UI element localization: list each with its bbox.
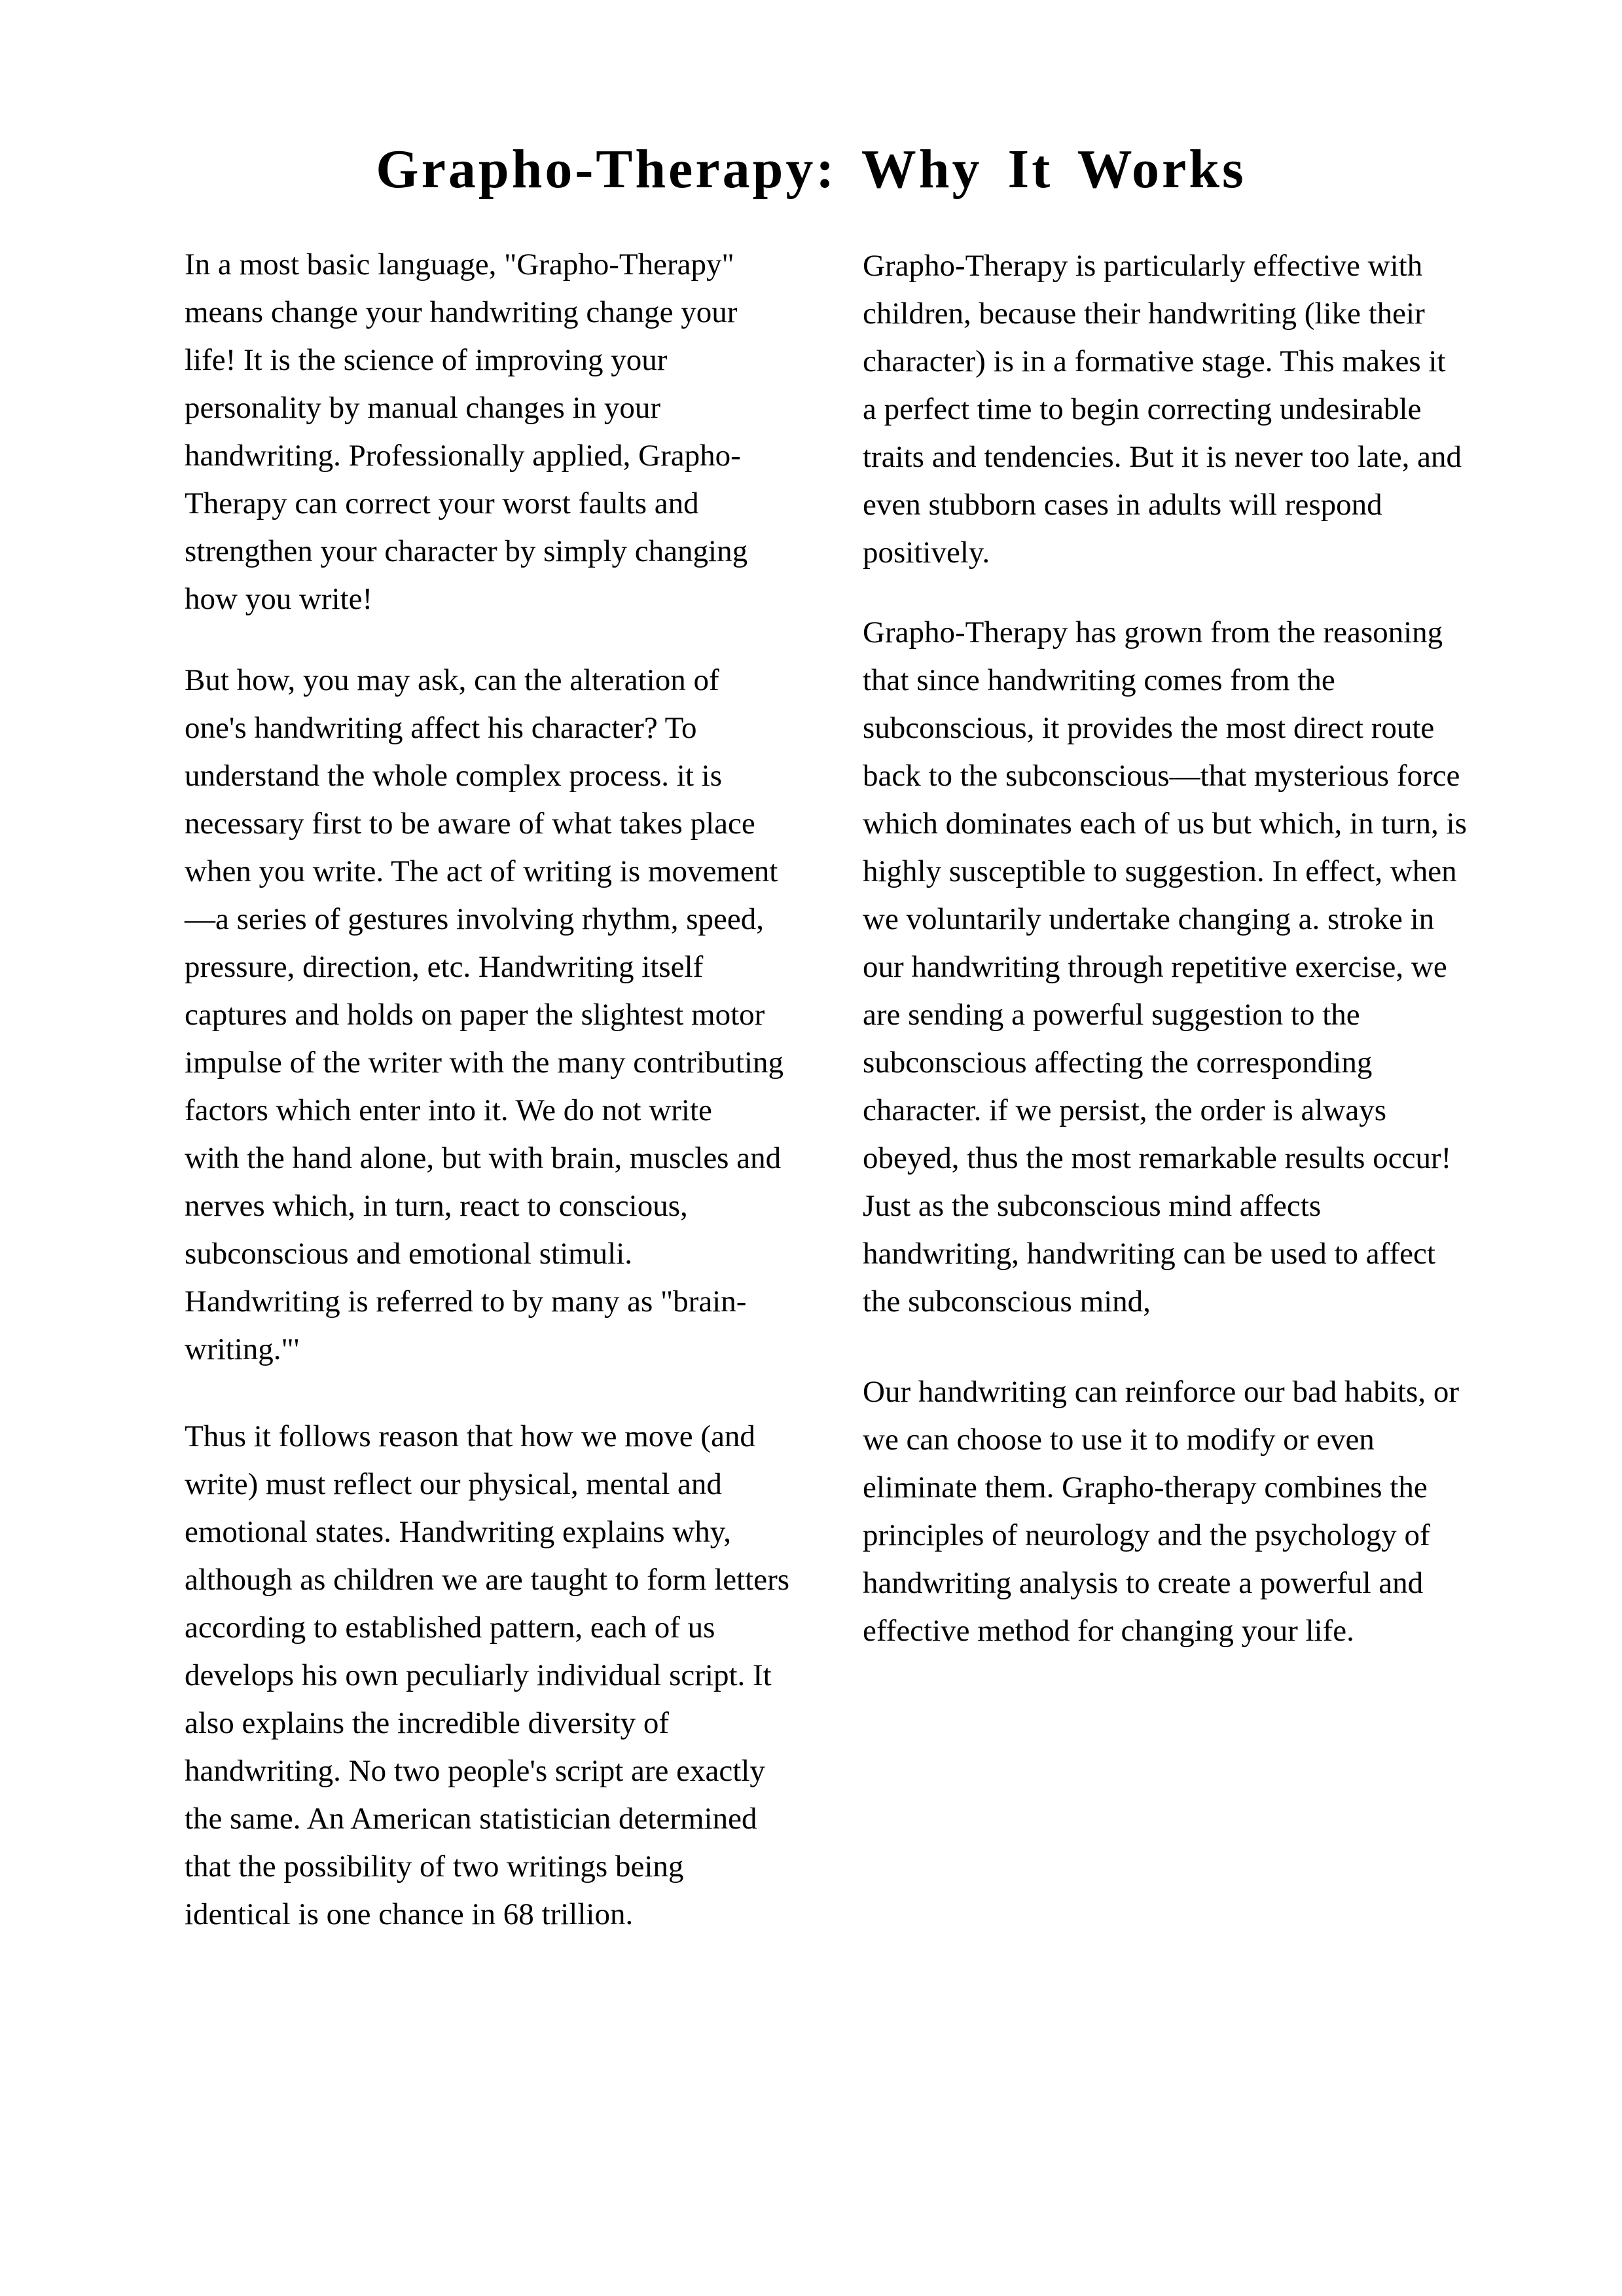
text-line: one's handwriting affect his character? To [185,711,697,745]
text-line: obeyed, thus the most remarkable results occur! [863,1141,1452,1175]
text-line: Therapy can correct your worst faults and [185,486,699,520]
text-line: subconscious, it provides the most direct route [863,711,1435,745]
text-line: that the possibility of two writings being [185,1850,684,1884]
text-line: which dominates each of us but which, in turn, is [863,807,1467,841]
text-line: handwriting. No two people's script are exactly [185,1754,765,1788]
text-line: although as children we are taught to form letters [185,1563,790,1597]
paragraph-diversity [185,1413,789,1939]
text-line: handwriting. Professionally applied, Grapho- [185,439,741,473]
text-line: our handwriting through repetitive exercise, we [863,950,1447,984]
paragraph-intro [185,241,748,623]
text-line: subconscious affecting the corresponding [863,1046,1373,1080]
text-line: Thus it follows reason that how we move (and [185,1419,755,1453]
page-title: Grapho-Therapy: Why It Works [376,139,1246,200]
text-line: character) is in a formative stage. This makes it [863,344,1446,378]
text-line: factors which enter into it. We do not write [185,1093,712,1127]
text-line: principles of neurology and the psychology of [863,1518,1430,1552]
text-line: emotional states. Handwriting explains why, [185,1515,731,1549]
text-line: the same. An American statistician determined [185,1802,757,1836]
text-line: subconscious and emotional stimuli. [185,1237,633,1271]
text-line: positively. [863,536,990,570]
text-line: impulse of the writer with the many contributing [185,1046,784,1080]
text-line: highly susceptible to suggestion. In effect, when [863,854,1457,888]
text-line: life! It is the science of improving your [185,343,668,377]
text-line: we voluntarily undertake changing a. stroke in [863,902,1435,936]
text-line: even stubborn cases in adults will respond [863,488,1382,522]
text-line: In a most basic language, "Grapho-Therapy" [185,247,734,282]
text-line: develops his own peculiarly individual script. It [185,1658,772,1692]
text-line: But how, you may ask, can the alteration of [185,663,719,697]
text-line: pressure, direction, etc. Handwriting itself [185,950,704,984]
text-line: back to the subconscious—that mysterious force [863,759,1460,793]
paragraph-subconscious [863,609,1467,1326]
text-line: understand the whole complex process. it is [185,759,723,793]
paragraph-children [863,242,1462,577]
text-line: nerves which, in turn, react to conscious, [185,1189,688,1223]
text-line: the subconscious mind, [863,1285,1151,1319]
text-line: Just as the subconscious mind affects [863,1189,1322,1223]
text-line: are sending a powerful suggestion to the [863,998,1360,1032]
text-line: strengthen your character by simply changing [185,534,748,568]
text-line: we can choose to use it to modify or even [863,1423,1375,1457]
text-line: Handwriting is referred to by many as "brain- [185,1285,747,1319]
text-line: captures and holds on paper the slightest motor [185,998,765,1032]
text-line: that since handwriting comes from the [863,663,1335,697]
text-line: handwriting analysis to create a powerful and [863,1566,1424,1600]
text-line: writing."' [185,1332,300,1366]
text-line: when you write. The act of writing is movement [185,854,778,888]
text-line: Our handwriting can reinforce our bad habits, or [863,1375,1459,1409]
text-line: with the hand alone, but with brain, muscles and [185,1141,782,1175]
text-line: Grapho-Therapy has grown from the reasoning [863,615,1443,649]
text-line: means change your handwriting change your [185,295,738,329]
text-line: identical is one chance in 68 trillion. [185,1897,634,1931]
text-line: traits and tendencies. But it is never too late, and [863,440,1462,474]
paragraph-how [185,657,784,1374]
text-line: necessary first to be aware of what takes place [185,807,755,841]
paragraph-habits [863,1368,1459,1655]
text-line: personality by manual changes in your [185,391,661,425]
text-line: handwriting, handwriting can be used to affect [863,1237,1435,1271]
text-line: eliminate them. Grapho-therapy combines the [863,1470,1428,1504]
text-line: also explains the incredible diversity of [185,1706,670,1740]
text-line: children, because their handwriting (like their [863,297,1425,331]
text-line: a perfect time to begin correcting undesirable [863,392,1422,426]
text-line: according to established pattern, each of us [185,1611,715,1645]
text-line: —a series of gestures involving rhythm, speed, [185,902,764,936]
text-line: how you write! [185,582,373,616]
text-line: Grapho-Therapy is particularly effective with [863,249,1423,283]
text-line: character. if we persist, the order is always [863,1093,1386,1127]
text-line: effective method for changing your life. [863,1614,1354,1648]
text-line: write) must reflect our physical, mental and [185,1467,722,1501]
